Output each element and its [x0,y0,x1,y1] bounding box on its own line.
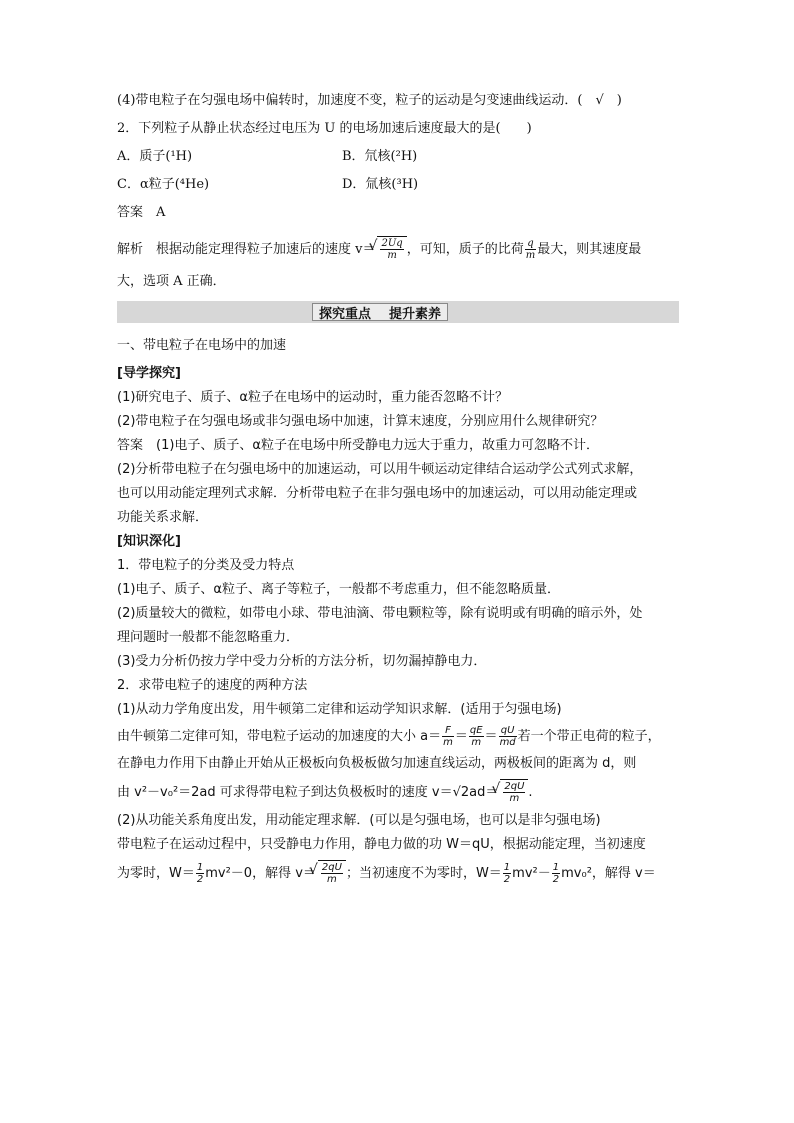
method-1c-text: 由 v²－v₀²＝2ad 可求得带电粒子到达负极板时的速度 v＝√2ad＝ [117,785,499,800]
knowledge-1b1: (2)质量较大的微粒，如带电小球、带电油滴、带电颗粒等，除有说明或有明确的暗示外，处 [117,606,643,621]
ratio-num: q [525,238,536,250]
method-2a: 带电粒子在运动过程中，只受静电力作用，静电力做的功 W＝qU，根据动能定理，当初速度 [117,837,646,852]
question-2: 2．下列粒子从静止状态经过电压为 U 的电场加速后速度最大的是( ) [117,121,532,136]
method-1b: 在静电力作用下由静止开始从正极板向负极板做匀加速直线运动，两极板间的距离为 d，则 [117,756,637,771]
ratio-den: m [525,250,536,261]
options-row-2 [117,176,679,194]
guide-heading: [导学探究] [117,366,181,381]
guide-q1: (1)研究电子、质子、α粒子在电场中的运动时，重力能否忽略不计？ [117,390,508,405]
options-row-1 [117,148,679,166]
knowledge-1: 1．带电粒子的分类及受力特点 [117,558,295,573]
banner-box [312,303,448,321]
method-2b: 为零时，W＝ $\frac{1}{2}$ mv²－0，解得 v＝ √ $\frac{2qU}{m}$ ；当初速度不为零时，W＝ $\frac{1}{2}$ mv²－ $\frac{1}{2}$ mv₀²，解得 v＝ [117,860,679,887]
knowledge-1c: (3)受力分析仍按力学中受力分析的方法分析，切勿漏掉静电力． [117,654,487,669]
method-1c: 由 v²－v₀²＝2ad 可求得带电粒子到达负极板时的速度 v＝√2ad＝ √ $\frac{2qU}{m}$ . [117,779,679,806]
section-banner [117,301,679,323]
section-title: 一、带电粒子在电场中的加速 [117,338,287,353]
knowledge-2: 2．求带电粒子的速度的两种方法 [117,678,308,693]
m2b-pre: 为零时，W＝ [117,866,195,881]
deep-heading: [知识深化] [117,534,181,549]
guide-ans1: 答案 (1)电子、质子、α粒子在电场中所受静电力远大于重力，故重力可忽略不计． [117,438,599,453]
m1c-den: m [509,793,520,804]
frac-num: √ 2Uq [381,238,403,249]
guide-q2: (2)带电粒子在匀强电场或非匀强电场中加速，计算末速度，分别应用什么规律研究？ [117,414,604,429]
m1c-num: √ 2qU [504,781,525,792]
analysis-end: 大，选项 A 正确． [117,274,226,289]
answer-line: 答案 A [117,205,166,220]
guide-ans2a: (2)分析带电粒子在匀强电场中的加速运动，可以用牛顿运动定律结合运动学公式列式求解， [117,462,643,477]
method-1a-text: 由牛顿第二定律可知，带电粒子运动的加速度的大小 a＝ [117,729,442,744]
sqrt-formula [377,236,406,263]
knowledge-1a: (1)电子、质子、α粒子、离子等粒子，一般都不考虑重力，但不能忽略质量． [117,582,560,597]
question-4: (4)带电粒子在匀强电场中偏转时，加速度不变，粒子的运动是匀变速曲线运动．( √ ) [117,93,622,108]
analysis-line [117,236,679,263]
guide-ans2c: 功能关系求解． [117,510,209,525]
document-page [117,92,679,887]
m2b-tail: mv²－ [512,866,551,881]
banner-left: 探究重点 [319,306,372,322]
option-c: C．α粒子(⁴He) [117,177,210,192]
analysis-text-3: 最大，则其速度最 [537,242,642,257]
frac-den: m [387,250,397,261]
knowledge-1b2: 理问题时一般都不能忽略重力． [117,630,300,645]
analysis-text-2: ，可知，质子的比荷 [406,242,524,257]
method-1: (1)从动力学角度出发，用牛顿第二定律和运动学知识求解．(适用于匀强电场) [117,702,562,717]
m2b-post: ；当初速度不为零时，W＝ [345,866,502,881]
banner-right: 提升素养 [389,306,442,322]
option-d: D．氚核(³H) [342,177,419,192]
method-2: (2)从功能关系角度出发，用动能定理求解．(可以是匀强电场，也可以是非匀强电场) [117,813,601,828]
option-b: B．氘核(²H) [342,149,418,164]
analysis-text-1: 解析 根据动能定理得粒子加速后的速度 v＝ [117,242,376,257]
m2b-mid: mv²－0，解得 v＝ [205,866,316,881]
option-a: A．质子(¹H) [117,149,193,164]
m2b-end: mv₀²，解得 v＝ [561,866,656,881]
guide-ans2b: 也可以用动能定理列式求解．分析带电粒子在非匀强电场中的加速运动，可以用动能定理或 [117,486,638,501]
method-1a: 由牛顿第二定律可知，带电粒子运动的加速度的大小 a＝ $\frac{F}{m}$ ＝ $\frac{qE}{m}$ ＝ $\frac{qU}{md}$ 若一个带正电荷的粒子， [117,725,661,748]
method-1a-tail: 若一个带正电荷的粒子， [517,729,661,744]
